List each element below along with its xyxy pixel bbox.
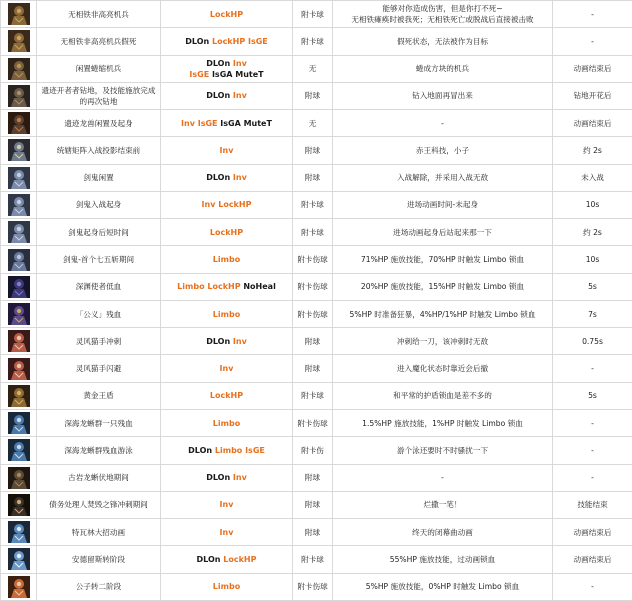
description-line: 55%HP 施放技能，过动画锁血 xyxy=(335,554,550,565)
status-tag: DLOn xyxy=(197,555,224,564)
tag-line xyxy=(163,145,290,156)
description-cell xyxy=(333,491,553,518)
status-tag: Limbo xyxy=(213,582,240,591)
abyss-icon xyxy=(8,276,30,298)
description-line: 钻入地面再冒出来 xyxy=(335,90,550,101)
duration-cell: 动画结束后 xyxy=(553,519,632,546)
tag-line xyxy=(163,118,290,129)
attach-cell: 无 xyxy=(293,55,333,82)
description-line: 无相铁瘫痪时被我死；无相铁死亡或脱战后直接被击败 xyxy=(335,14,550,25)
status-tags-cell xyxy=(161,191,293,218)
status-tag: DLOn xyxy=(206,473,233,482)
duration-cell: 约 2s xyxy=(553,219,632,246)
status-tag: DLOn xyxy=(206,59,233,68)
tag-line xyxy=(163,390,290,401)
duration-cell: 动画结束后 xyxy=(553,55,632,82)
description-line: 蜷成方块的机兵 xyxy=(335,63,550,74)
attach-cell: 附卡伤球 xyxy=(293,246,333,273)
tag-line xyxy=(163,336,290,347)
description-cell xyxy=(333,191,553,218)
status-tag: DLOn xyxy=(206,173,233,182)
status-tag: DLOn xyxy=(206,91,233,100)
portrait-cell xyxy=(1,573,37,600)
status-tags-cell xyxy=(161,491,293,518)
status-tag: LockHP IsGE xyxy=(212,37,268,46)
description-line: 进入魔化状态时靠近会后撤 xyxy=(335,363,550,374)
duration-cell: 未入战 xyxy=(553,164,632,191)
enemy-state-cell: 剑鬼闲置 xyxy=(37,164,161,191)
status-tags-cell xyxy=(161,355,293,382)
enemy-state-cell: 剑鬼起身后短时间 xyxy=(37,219,161,246)
wolf-icon xyxy=(8,548,30,570)
duration-cell: 7s xyxy=(553,300,632,327)
tag-line xyxy=(163,527,290,538)
status-tag: IsGA MuteT xyxy=(212,70,264,79)
attach-cell: 附卡球 xyxy=(293,28,333,55)
table-row xyxy=(1,464,632,491)
dragon-icon xyxy=(8,439,30,461)
attach-cell: 附球 xyxy=(293,355,333,382)
table-row xyxy=(1,355,632,382)
attach-cell: 附球 xyxy=(293,82,333,109)
cat-icon xyxy=(8,330,30,352)
table-body xyxy=(1,1,632,601)
attach-cell: 附卡球 xyxy=(293,382,333,409)
description-line: 能够对你造成伤害，但是你打不死~ xyxy=(335,3,550,14)
description-line: 5%HP 施放技能，0%HP 时触发 Limbo 锁血 xyxy=(335,581,550,592)
status-tag: Limbo xyxy=(213,419,240,428)
duration-cell: - xyxy=(553,464,632,491)
enemy-state-cell: 深海龙蜥群一只残血 xyxy=(37,409,161,436)
status-tag: LockHP xyxy=(223,555,256,564)
duration-cell: - xyxy=(553,355,632,382)
description-cell xyxy=(333,300,553,327)
portrait-cell xyxy=(1,273,37,300)
status-tag: Limbo IsGE xyxy=(215,446,265,455)
description-line: 赤王科技，小子 xyxy=(335,145,550,156)
status-tag: DLOn xyxy=(206,337,233,346)
portrait-cell xyxy=(1,164,37,191)
enemy-state-cell: 剑鬼入战起身 xyxy=(37,191,161,218)
status-tag: Inv xyxy=(233,173,247,182)
table-row xyxy=(1,82,632,109)
table-row xyxy=(1,191,632,218)
enemy-state-cell: 剑鬼-首个七五斩期间 xyxy=(37,246,161,273)
portrait-cell xyxy=(1,1,37,28)
attach-cell: 附卡伤球 xyxy=(293,273,333,300)
portrait-cell xyxy=(1,110,37,137)
status-tag: Inv xyxy=(220,146,234,155)
table-row xyxy=(1,219,632,246)
status-tags-cell xyxy=(161,164,293,191)
table-row xyxy=(1,382,632,409)
status-tags-cell xyxy=(161,246,293,273)
status-tags-cell xyxy=(161,219,293,246)
ghost-icon xyxy=(8,249,30,271)
description-line: 终天的闭幕曲动画 xyxy=(335,527,550,538)
enemy-state-cell: 债务处理人焚毁之锋冲刺期间 xyxy=(37,491,161,518)
status-tag: Inv xyxy=(233,59,247,68)
attach-cell: 附球 xyxy=(293,164,333,191)
duration-cell: 5s xyxy=(553,382,632,409)
portrait-cell xyxy=(1,437,37,464)
portrait-cell xyxy=(1,382,37,409)
attach-cell: 附球 xyxy=(293,328,333,355)
duration-cell: 技能结束 xyxy=(553,491,632,518)
description-cell xyxy=(333,28,553,55)
description-line: 进场动画起身后站起来那一下 xyxy=(335,227,550,238)
table-row xyxy=(1,437,632,464)
portrait-cell xyxy=(1,137,37,164)
enemy-state-cell: 深渊使者低血 xyxy=(37,273,161,300)
tag-line xyxy=(163,581,290,592)
status-tag: Limbo xyxy=(213,310,240,319)
enemy-state-cell: 灵风猫手冲刺 xyxy=(37,328,161,355)
enemy-state-cell: 公子转二阶段 xyxy=(37,573,161,600)
justice-icon xyxy=(8,303,30,325)
description-cell xyxy=(333,246,553,273)
duration-cell: 钻地开花后 xyxy=(553,82,632,109)
status-tag: Inv xyxy=(233,91,247,100)
portrait-cell xyxy=(1,246,37,273)
tag-line xyxy=(163,418,290,429)
description-cell xyxy=(333,464,553,491)
description-cell xyxy=(333,382,553,409)
status-tags-cell xyxy=(161,573,293,600)
status-tag: Inv xyxy=(220,528,234,537)
description-cell xyxy=(333,519,553,546)
status-tags-cell xyxy=(161,28,293,55)
portrait-cell xyxy=(1,519,37,546)
description-cell xyxy=(333,437,553,464)
enemy-state-cell: 特瓦林大招动画 xyxy=(37,519,161,546)
attach-cell: 附卡球 xyxy=(293,219,333,246)
enemy-state-cell: 黄金王盾 xyxy=(37,382,161,409)
status-tags-cell xyxy=(161,82,293,109)
mech-icon xyxy=(8,3,30,25)
status-tag: Inv xyxy=(220,364,234,373)
tag-line xyxy=(163,90,290,101)
attach-cell: 附球 xyxy=(293,519,333,546)
tag-line xyxy=(163,445,290,456)
status-tags-cell xyxy=(161,273,293,300)
portrait-cell xyxy=(1,82,37,109)
ghost-icon xyxy=(8,221,30,243)
status-tag: NoHeal xyxy=(243,282,275,291)
table-row xyxy=(1,28,632,55)
description-line: 71%HP 施放技能，70%HP 时触发 Limbo 锁血 xyxy=(335,254,550,265)
enemy-state-cell: 遗迹龙兽闲置及起身 xyxy=(37,110,161,137)
status-tags-cell xyxy=(161,519,293,546)
description-cell xyxy=(333,546,553,573)
tag-line xyxy=(163,472,290,483)
description-line: - xyxy=(335,118,550,129)
description-line: 和平常的护盾锁血是差不多的 xyxy=(335,390,550,401)
duration-cell: - xyxy=(553,28,632,55)
status-tags-cell xyxy=(161,464,293,491)
portrait-cell xyxy=(1,28,37,55)
description-cell xyxy=(333,1,553,28)
ghost-icon xyxy=(8,167,30,189)
tag-line xyxy=(163,58,290,69)
duration-cell: 10s xyxy=(553,191,632,218)
description-line: 进场动画时间-未起身 xyxy=(335,199,550,210)
portrait-cell xyxy=(1,464,37,491)
attach-cell: 附卡伤 xyxy=(293,437,333,464)
portrait-cell xyxy=(1,355,37,382)
status-tags-cell xyxy=(161,437,293,464)
tag-line xyxy=(163,9,290,20)
enemy-state-cell: 遗迹开者者钻地，及技能施放完成的再次钻地 xyxy=(37,82,161,109)
hooded-icon xyxy=(8,494,30,516)
status-tag: DLOn xyxy=(188,446,215,455)
duration-cell: 约 2s xyxy=(553,137,632,164)
duration-cell: 0.75s xyxy=(553,328,632,355)
status-tag: Inv LockHP xyxy=(202,200,252,209)
portrait-cell xyxy=(1,55,37,82)
enemy-state-cell: 无相铁非高亮机兵 xyxy=(37,1,161,28)
table-row xyxy=(1,137,632,164)
description-cell xyxy=(333,573,553,600)
table-row xyxy=(1,409,632,436)
enemy-state-cell: 闲置蜷缩机兵 xyxy=(37,55,161,82)
attach-cell: 附卡球 xyxy=(293,191,333,218)
description-cell xyxy=(333,328,553,355)
description-line: 入战解除，并采用入战无敌 xyxy=(335,172,550,183)
enemy-state-cell: 安德留斯转阶段 xyxy=(37,546,161,573)
table-row xyxy=(1,491,632,518)
description-cell xyxy=(333,273,553,300)
tag-line xyxy=(163,199,290,210)
cat-icon xyxy=(8,358,30,380)
tag-line xyxy=(163,172,290,183)
description-cell xyxy=(333,82,553,109)
attach-cell: 附卡球 xyxy=(293,546,333,573)
status-tag: Limbo xyxy=(213,255,240,264)
status-tags-cell xyxy=(161,137,293,164)
attach-cell: 附球 xyxy=(293,137,333,164)
status-tag: Inv xyxy=(233,473,247,482)
status-tags-cell xyxy=(161,546,293,573)
enemy-state-cell: 「公义」残血 xyxy=(37,300,161,327)
relic-icon xyxy=(8,85,30,107)
enemy-state-cell: 统辖矩阵入战投影结束前 xyxy=(37,137,161,164)
dragon-icon xyxy=(8,112,30,134)
status-tag: Limbo LockHP xyxy=(177,282,243,291)
attach-cell: 附球 xyxy=(293,491,333,518)
portrait-cell xyxy=(1,191,37,218)
duration-cell: 5s xyxy=(553,273,632,300)
status-tags-cell xyxy=(161,110,293,137)
attach-cell: 附球 xyxy=(293,464,333,491)
description-line: 5%HP 时准备狂暴，4%HP/1%HP 时触发 Limbo 锁血 xyxy=(335,309,550,320)
table-row xyxy=(1,300,632,327)
enemy-state-cell: 灵风猫手闪避 xyxy=(37,355,161,382)
tag-line xyxy=(163,554,290,565)
status-tag: LockHP xyxy=(210,228,243,237)
table-row xyxy=(1,110,632,137)
status-tag: Inv xyxy=(220,500,234,509)
attach-cell: 无 xyxy=(293,110,333,137)
duration-cell: 10s xyxy=(553,246,632,273)
description-cell xyxy=(333,55,553,82)
status-tags-cell xyxy=(161,409,293,436)
portrait-cell xyxy=(1,409,37,436)
table-row xyxy=(1,546,632,573)
enemy-state-cell: 古岩龙蜥伏地期间 xyxy=(37,464,161,491)
description-line: 冲刺给一刀，该冲刺时无敌 xyxy=(335,336,550,347)
status-tag: LockHP xyxy=(210,10,243,19)
tag-line xyxy=(163,363,290,374)
duration-cell: - xyxy=(553,1,632,28)
status-tag: IsGA MuteT xyxy=(220,119,272,128)
table-row xyxy=(1,1,632,28)
childe-icon xyxy=(8,576,30,598)
status-tag: IsGE xyxy=(189,70,212,79)
table-row xyxy=(1,273,632,300)
status-tag: Inv xyxy=(233,337,247,346)
status-tags-cell xyxy=(161,300,293,327)
tag-line xyxy=(163,499,290,510)
description-line: 20%HP 施放技能，15%HP 时触发 Limbo 锁血 xyxy=(335,281,550,292)
status-tag: DLOn xyxy=(185,37,212,46)
attach-cell: 附卡球 xyxy=(293,1,333,28)
table-row xyxy=(1,519,632,546)
tag-line xyxy=(163,309,290,320)
enemy-state-cell: 无相铁非高亮机兵假死 xyxy=(37,28,161,55)
tag-line xyxy=(163,227,290,238)
description-cell xyxy=(333,409,553,436)
status-tags-cell xyxy=(161,382,293,409)
tag-line xyxy=(163,69,290,80)
description-line: 游个泳还要时不时骚扰一下 xyxy=(335,445,550,456)
portrait-cell xyxy=(1,300,37,327)
description-line: 假死状态，无法被作为目标 xyxy=(335,36,550,47)
description-line: 1.5%HP 施放技能，1%HP 时触发 Limbo 锁血 xyxy=(335,418,550,429)
description-line: 烂撒一笔！ xyxy=(335,499,550,510)
status-tags-cell xyxy=(161,1,293,28)
dragon-icon xyxy=(8,412,30,434)
duration-cell: 动画结束后 xyxy=(553,110,632,137)
shield-king-icon xyxy=(8,385,30,407)
description-cell xyxy=(333,219,553,246)
description-cell xyxy=(333,355,553,382)
table-row xyxy=(1,573,632,600)
status-tag: Inv IsGE xyxy=(181,119,220,128)
ghost-icon xyxy=(8,194,30,216)
description-cell xyxy=(333,164,553,191)
wolf-icon xyxy=(8,521,30,543)
tag-line xyxy=(163,281,290,292)
status-tag: LockHP xyxy=(210,391,243,400)
enemy-state-cell: 深海龙蜥群残血游泳 xyxy=(37,437,161,464)
attach-cell: 附卡伤球 xyxy=(293,300,333,327)
duration-cell: 动画结束后 xyxy=(553,546,632,573)
table-row xyxy=(1,55,632,82)
dragon-icon xyxy=(8,467,30,489)
table-row xyxy=(1,164,632,191)
description-cell xyxy=(333,110,553,137)
duration-cell: - xyxy=(553,573,632,600)
description-cell xyxy=(333,137,553,164)
portrait-cell xyxy=(1,219,37,246)
mech-icon xyxy=(8,30,30,52)
duration-cell: - xyxy=(553,409,632,436)
portrait-cell xyxy=(1,328,37,355)
table-row xyxy=(1,246,632,273)
tag-line xyxy=(163,36,290,47)
mech-icon xyxy=(8,58,30,80)
tag-line xyxy=(163,254,290,265)
scientist-icon xyxy=(8,139,30,161)
portrait-cell xyxy=(1,546,37,573)
description-line: - xyxy=(335,472,550,483)
status-tags-cell xyxy=(161,55,293,82)
status-tags-cell xyxy=(161,328,293,355)
portrait-cell xyxy=(1,491,37,518)
duration-cell: - xyxy=(553,437,632,464)
table-row xyxy=(1,328,632,355)
attach-cell: 附卡伤球 xyxy=(293,573,333,600)
attach-cell: 附卡伤球 xyxy=(293,409,333,436)
